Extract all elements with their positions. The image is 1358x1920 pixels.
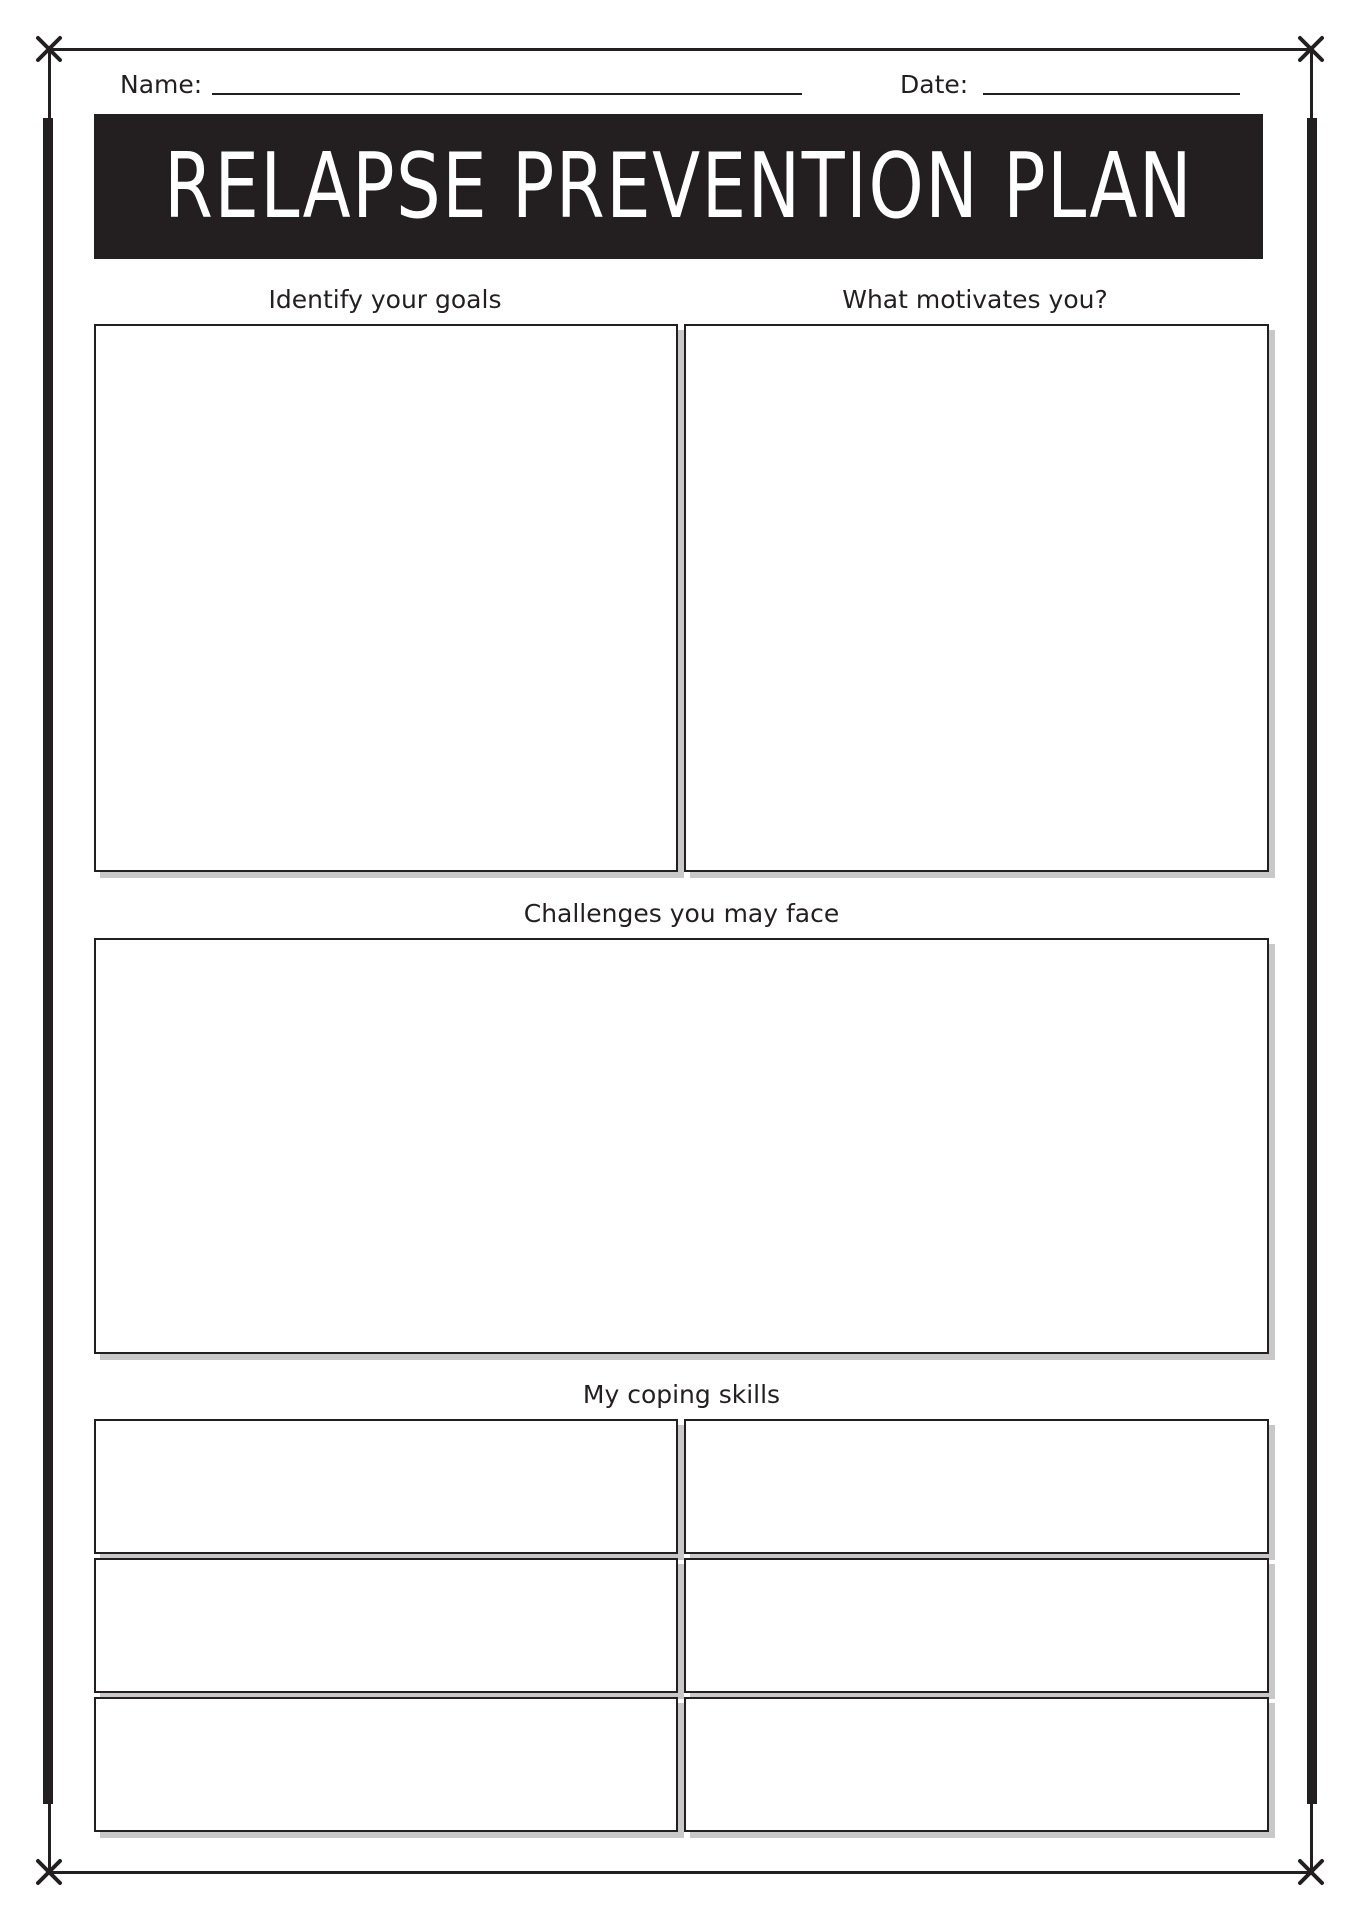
title-banner	[94, 114, 1263, 259]
goals-box[interactable]	[94, 324, 678, 872]
page-title: RELAPSE PREVENTION PLAN	[164, 133, 1193, 239]
coping-skill-box[interactable]	[94, 1558, 678, 1693]
coping-skill-box[interactable]	[94, 1419, 678, 1554]
name-field[interactable]	[212, 93, 802, 95]
goals-heading: Identify your goals	[268, 285, 502, 314]
motivation-heading: What motivates you?	[842, 285, 1108, 314]
challenges-box[interactable]	[94, 938, 1269, 1354]
coping-heading: My coping skills	[582, 1380, 781, 1409]
name-label: Name:	[120, 70, 203, 99]
corner-cross-icon	[1296, 34, 1326, 64]
frame-left-bar	[43, 118, 53, 1804]
coping-skill-box[interactable]	[684, 1697, 1269, 1832]
frame-bottom-border	[47, 1871, 1314, 1874]
frame-top-border	[47, 48, 1314, 51]
date-field[interactable]	[983, 93, 1240, 95]
corner-cross-icon	[1296, 1857, 1326, 1887]
coping-skill-box[interactable]	[684, 1558, 1269, 1693]
corner-cross-icon	[34, 1857, 64, 1887]
frame-right-bar	[1307, 118, 1317, 1804]
challenges-heading: Challenges you may face	[523, 899, 840, 928]
coping-skill-box[interactable]	[94, 1697, 678, 1832]
coping-skill-box[interactable]	[684, 1419, 1269, 1554]
date-label: Date:	[900, 70, 969, 99]
motivation-box[interactable]	[684, 324, 1269, 872]
corner-cross-icon	[34, 34, 64, 64]
